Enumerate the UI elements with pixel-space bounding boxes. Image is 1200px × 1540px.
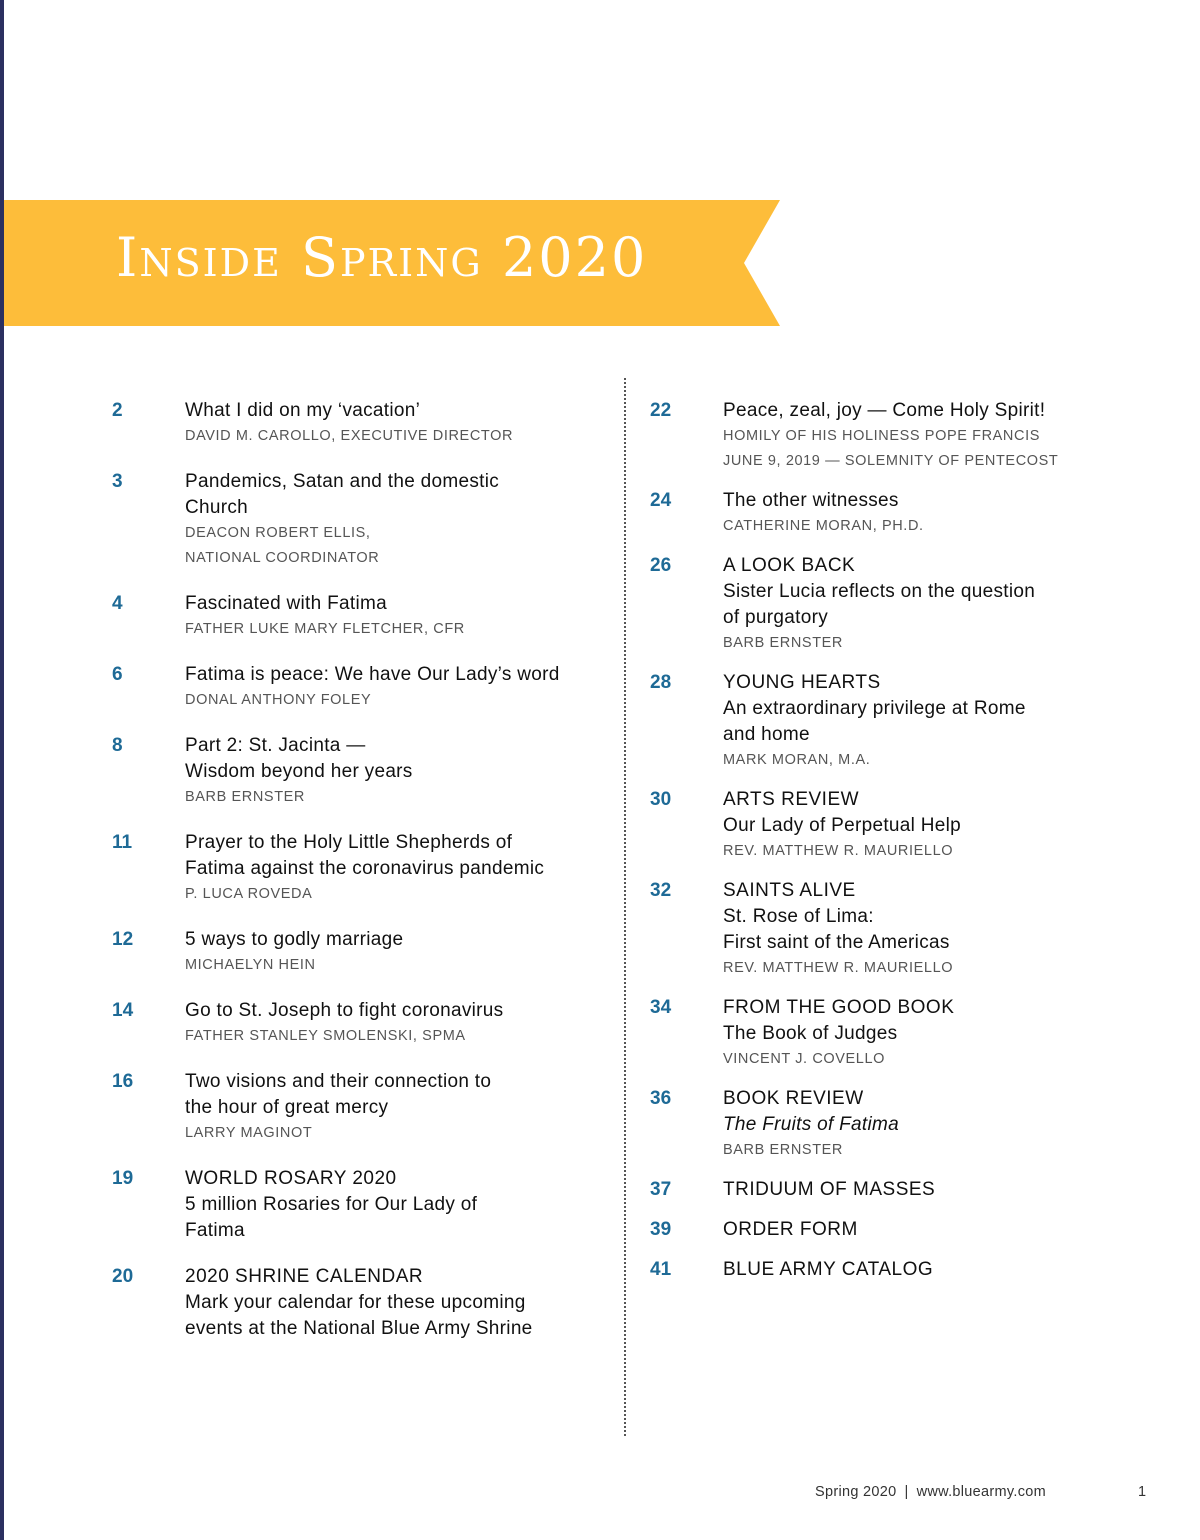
toc-entry[interactable] (650, 1217, 1120, 1243)
toc-entry-body (723, 670, 1120, 773)
toc-entry[interactable] (112, 1166, 612, 1244)
toc-page-number: 39 (650, 1219, 672, 1240)
toc-entry-body (185, 733, 612, 810)
toc-entry[interactable] (650, 787, 1120, 864)
toc-section-label: TRIDUUM OF MASSES (723, 1179, 936, 1200)
toc-entry-body (185, 998, 612, 1049)
toc-author-line: REV. MATTHEW R. MAURIELLO (723, 843, 954, 859)
toc-author-line: MARK MORAN, M.A. (723, 752, 871, 768)
toc-page-number: 26 (650, 555, 672, 576)
toc-page-number: 30 (650, 789, 672, 810)
toc-entry[interactable] (650, 1257, 1120, 1283)
toc-page-number: 4 (112, 593, 123, 614)
toc-page-number: 6 (112, 664, 123, 685)
toc-article-title: An extraordinary privilege at Rome and home (723, 698, 1026, 745)
toc-entry-body (723, 1177, 1120, 1203)
toc-entry-body (723, 1217, 1120, 1243)
toc-entry[interactable] (650, 670, 1120, 773)
toc-author-line: CATHERINE MORAN, PH.D. (723, 518, 924, 534)
toc-entry-body (185, 927, 612, 978)
toc-entry[interactable] (650, 995, 1120, 1072)
toc-entry[interactable] (112, 830, 612, 907)
toc-article-title: Prayer to the Holy Little Shepherds of Fatima against the coronavirus pandemic (185, 832, 545, 879)
toc-author-line: NATIONAL COORDINATOR (185, 550, 380, 566)
toc-entry[interactable] (112, 927, 612, 978)
footer-separator: | (904, 1484, 909, 1500)
toc-article-title: Pandemics, Satan and the domestic Church (185, 471, 500, 518)
toc-section-label: SAINTS ALIVE (723, 880, 856, 901)
toc-entry-body (723, 488, 1120, 539)
folio-number: 1 (1138, 1484, 1147, 1500)
toc-entry[interactable] (650, 878, 1120, 981)
toc-article-title: The Book of Judges (723, 1023, 898, 1044)
toc-entry[interactable] (650, 1086, 1120, 1163)
toc-entry-body (723, 787, 1120, 864)
toc-author-line: VINCENT J. COVELLO (723, 1051, 886, 1067)
toc-entry-body (185, 1264, 612, 1342)
toc-entry[interactable] (112, 998, 612, 1049)
toc-author-line: BARB ERNSTER (723, 635, 843, 651)
toc-page-number: 36 (650, 1088, 672, 1109)
toc-entry[interactable] (112, 398, 612, 449)
toc-page-number: 28 (650, 672, 672, 693)
toc-entry-body (185, 591, 612, 642)
toc-entry-body (185, 662, 612, 713)
toc-author-line: DAVID M. CAROLLO, EXECUTIVE DIRECTOR (185, 428, 514, 444)
toc-page-number: 12 (112, 929, 134, 950)
toc-section-label: 2020 SHRINE CALENDAR (185, 1266, 424, 1287)
toc-article-title: 5 ways to godly marriage (185, 929, 404, 950)
toc-entry[interactable] (112, 662, 612, 713)
toc-entry-body (185, 1166, 612, 1244)
toc-section-label: BLUE ARMY CATALOG (723, 1259, 934, 1280)
toc-author-line: MICHAELYN HEIN (185, 957, 316, 973)
toc-article-title: Two visions and their connection to the hour of great mercy (185, 1071, 492, 1118)
toc-article-title: Mark your calendar for these upcoming events at the National Blue Army Shrine (185, 1292, 533, 1339)
title-banner (4, 200, 784, 326)
toc-author-line: FATHER LUKE MARY FLETCHER, CFR (185, 621, 465, 637)
toc-page-number: 19 (112, 1168, 134, 1189)
toc-entry[interactable] (650, 553, 1120, 656)
toc-author-line: DONAL ANTHONY FOLEY (185, 692, 372, 708)
toc-article-title: The Fruits of Fatima (723, 1114, 899, 1135)
toc-page-number: 16 (112, 1071, 134, 1092)
toc-page-number: 24 (650, 490, 672, 511)
toc-entry-body (185, 830, 612, 907)
toc-section-label: BOOK REVIEW (723, 1088, 864, 1109)
toc-entry[interactable] (112, 469, 612, 571)
toc-author-line: P. LUCA ROVEDA (185, 886, 313, 902)
toc-entry[interactable] (650, 398, 1120, 474)
toc-section-label: A LOOK BACK (723, 555, 856, 576)
toc-article-title: St. Rose of Lima: First saint of the Americas (723, 906, 950, 953)
toc-page-number: 20 (112, 1266, 134, 1287)
toc-entry[interactable] (650, 488, 1120, 539)
toc-entry-body (723, 398, 1120, 474)
toc-page-number: 22 (650, 400, 672, 421)
toc-section-label: ORDER FORM (723, 1219, 858, 1240)
toc-entry[interactable] (112, 733, 612, 810)
toc-page-number: 41 (650, 1259, 672, 1280)
footer (815, 1484, 1046, 1500)
toc-author-line: BARB ERNSTER (185, 789, 305, 805)
toc-page-number: 8 (112, 735, 123, 756)
toc-article-title: Fascinated with Fatima (185, 593, 387, 614)
toc-article-title: Peace, zeal, joy — Come Holy Spirit! (723, 400, 1046, 421)
toc-article-title: Part 2: St. Jacinta — Wisdom beyond her years (185, 735, 413, 782)
toc-entry-body (185, 469, 612, 571)
toc-entry-body (723, 995, 1120, 1072)
toc-page-number: 2 (112, 400, 123, 421)
toc-right-column (650, 398, 1120, 1283)
footer-issue: Spring 2020 (815, 1484, 897, 1500)
toc-entry-body (185, 1069, 612, 1146)
toc-article-title: Sister Lucia reflects on the question of purgatory (723, 581, 1036, 628)
column-divider (624, 378, 626, 1436)
toc-entry[interactable] (112, 1264, 612, 1342)
toc-page-number: 11 (112, 832, 133, 853)
toc-section-label: FROM THE GOOD BOOK (723, 997, 955, 1018)
toc-page-number: 14 (112, 1000, 134, 1021)
toc-author-line: BARB ERNSTER (723, 1142, 843, 1158)
toc-author-line: JUNE 9, 2019 — SOLEMNITY OF PENTECOST (723, 453, 1059, 469)
toc-author-line: FATHER STANLEY SMOLENSKI, SPMA (185, 1028, 466, 1044)
toc-section-label: WORLD ROSARY 2020 (185, 1168, 397, 1189)
toc-page-number: 37 (650, 1179, 672, 1200)
toc-entry[interactable] (112, 1069, 612, 1146)
toc-author-line: REV. MATTHEW R. MAURIELLO (723, 960, 954, 976)
toc-entry[interactable] (112, 591, 612, 642)
toc-article-title: What I did on my ‘vacation’ (185, 400, 421, 421)
footer-website: www.bluearmy.com (916, 1484, 1047, 1500)
toc-entry-body (723, 1086, 1120, 1163)
toc-page-number: 32 (650, 880, 672, 901)
toc-article-title: 5 million Rosaries for Our Lady of Fatima (185, 1194, 478, 1241)
toc-article-title: Go to St. Joseph to fight coronavirus (185, 1000, 504, 1021)
toc-author-line: HOMILY OF HIS HOLINESS POPE FRANCIS (723, 428, 1040, 444)
toc-author-line: DEACON ROBERT ELLIS, (185, 525, 371, 541)
page-title: Inside Spring 2020 (116, 226, 648, 289)
toc-left-column (112, 398, 612, 1342)
toc-page-number: 3 (112, 471, 123, 492)
toc-page-number: 34 (650, 997, 672, 1018)
toc-section-label: YOUNG HEARTS (723, 672, 881, 693)
toc-article-title: The other witnesses (723, 490, 899, 511)
toc-article-title: Our Lady of Perpetual Help (723, 815, 962, 836)
toc-section-label: ARTS REVIEW (723, 789, 860, 810)
toc-entry-body (185, 398, 612, 449)
toc-entry[interactable] (650, 1177, 1120, 1203)
toc-entry-body (723, 878, 1120, 981)
toc-entry-body (723, 553, 1120, 656)
toc-entry-body (723, 1257, 1120, 1283)
toc-article-title: Fatima is peace: We have Our Lady’s word (185, 664, 560, 685)
toc-author-line: LARRY MAGINOT (185, 1125, 313, 1141)
